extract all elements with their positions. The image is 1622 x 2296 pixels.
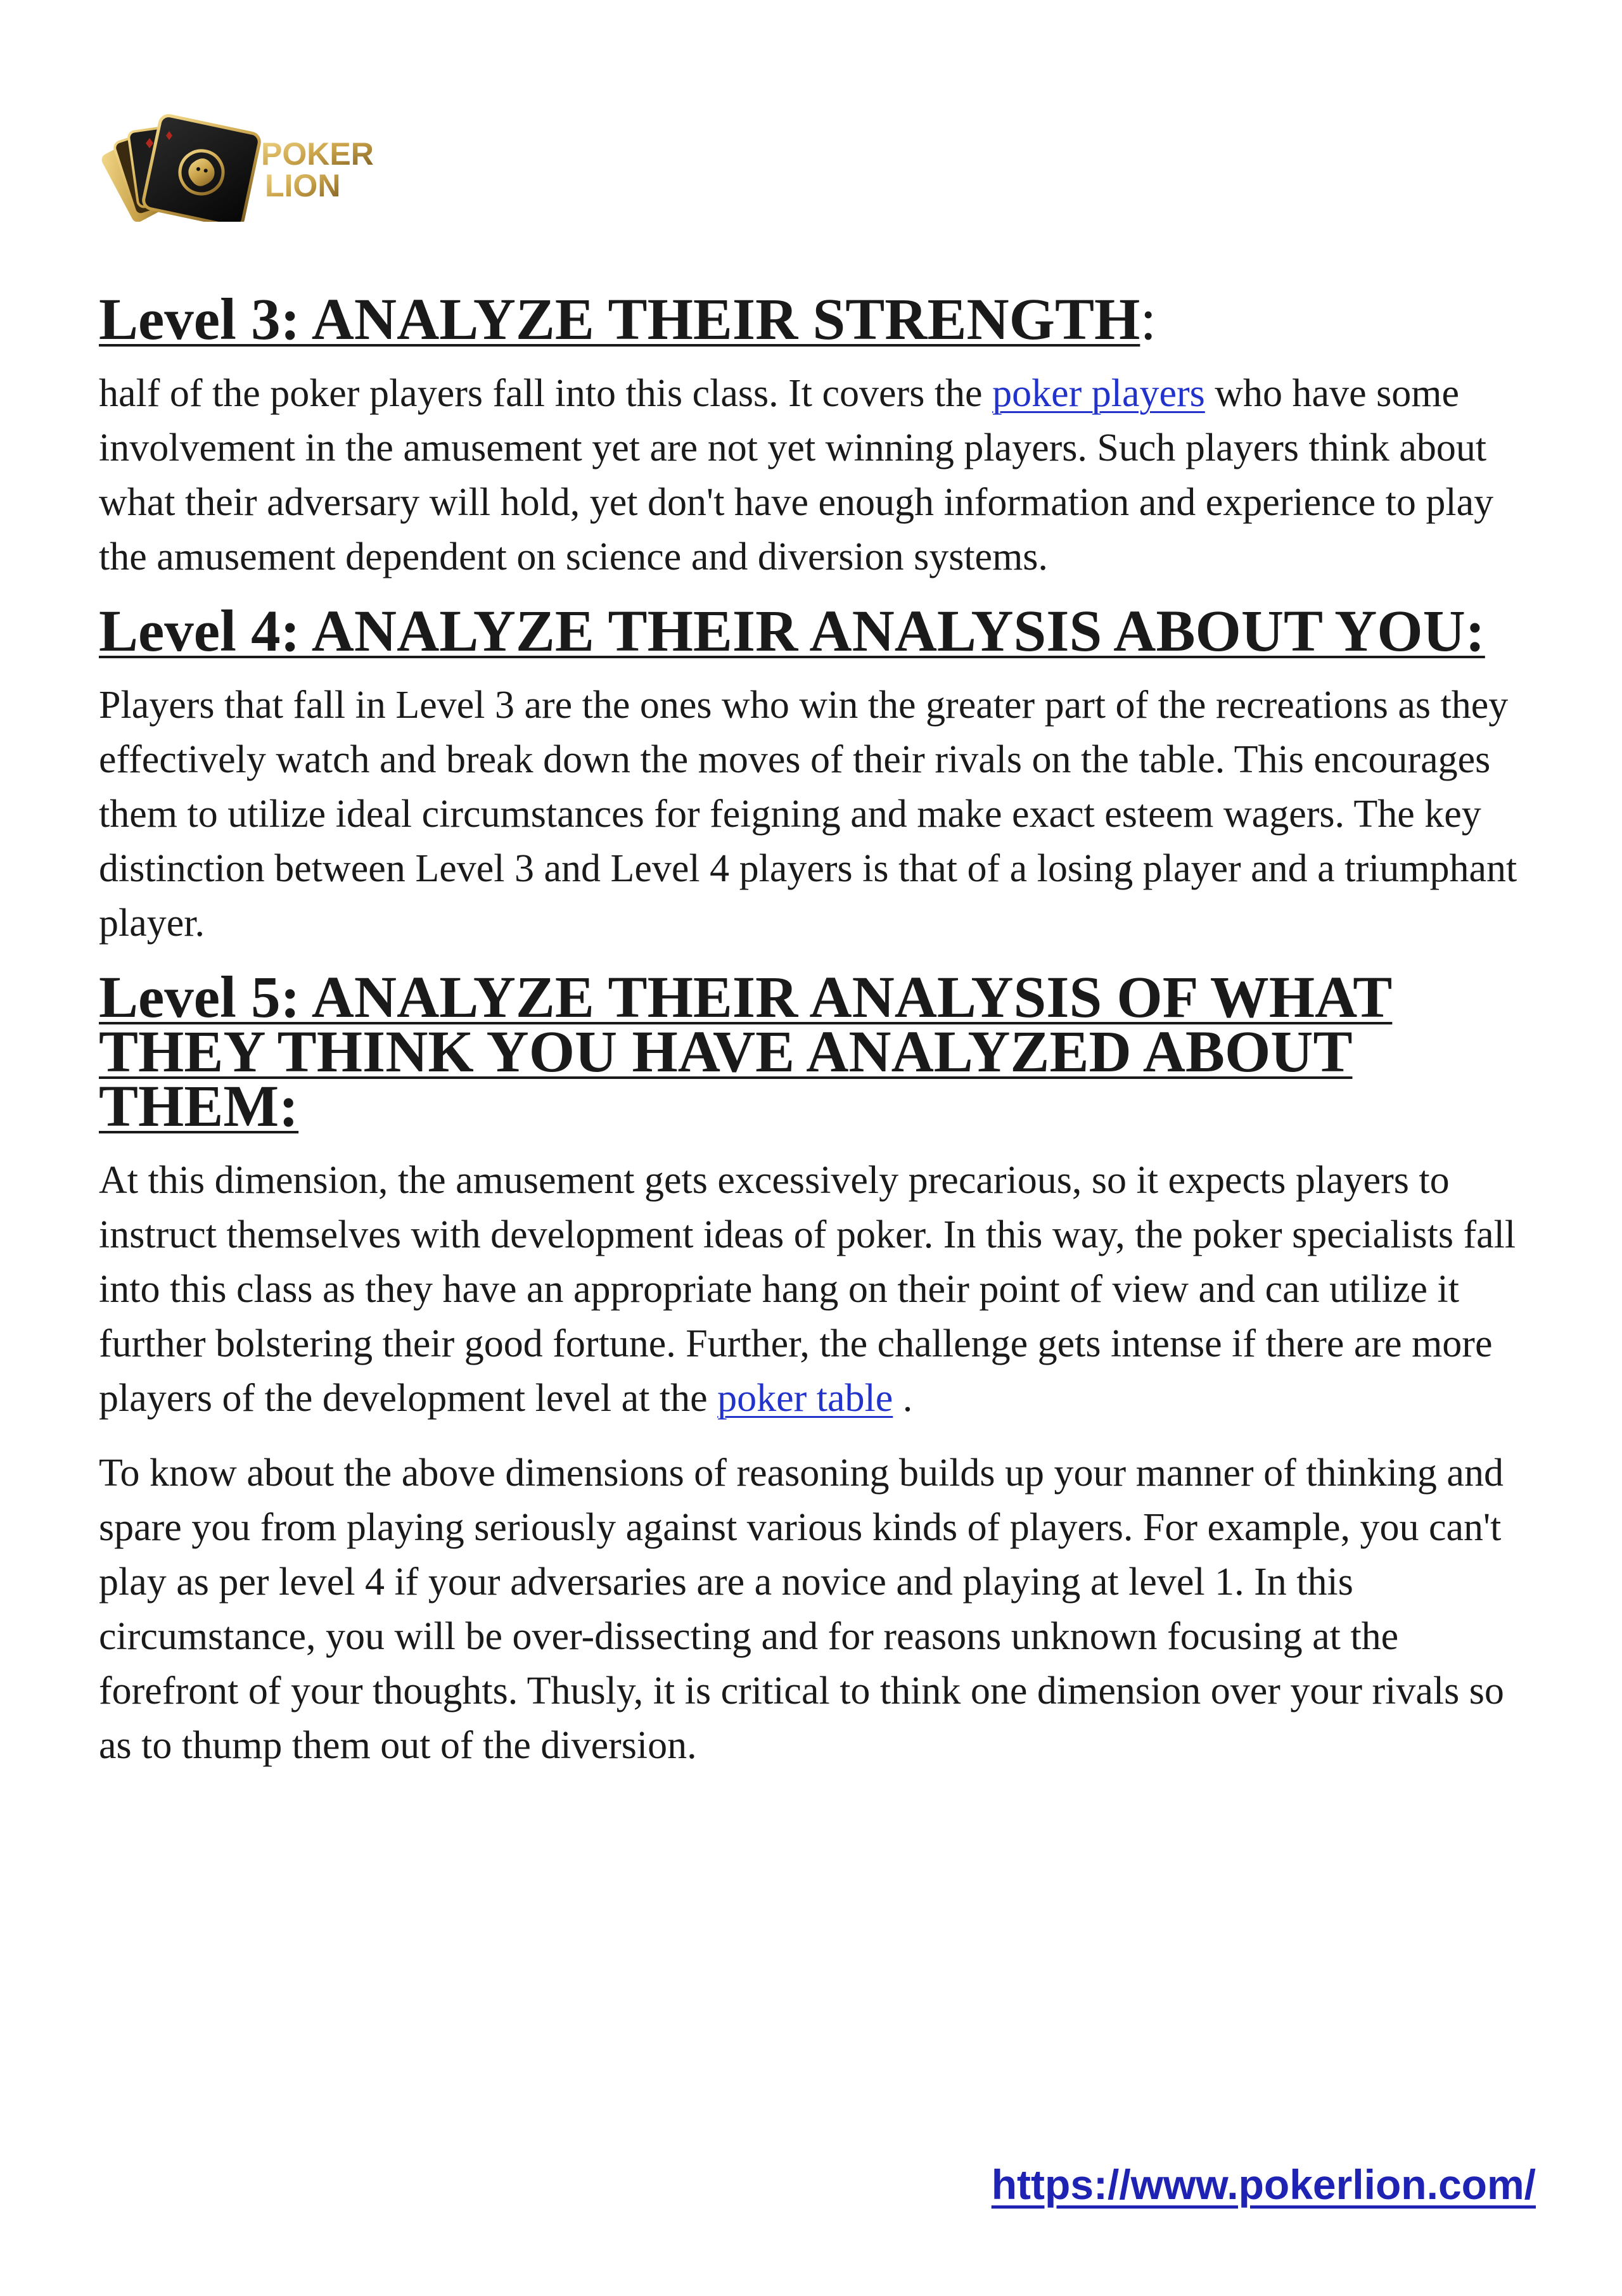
footer-website-link[interactable]: https://www.pokerlion.com/ — [991, 2161, 1536, 2208]
section-level-3 — [99, 287, 1537, 584]
section-paragraph: Players that fall in Level 3 are the ones who win the greater part of the recreations as they effectively watch and break down the moves of their rivals on the table. This encourages them to utilize ideal circumstances for feigning and make exact esteem wagers. The key distinction between Level 3 and Level 4 players is that of a losing player and a triumphant player. — [99, 684, 1517, 945]
section-heading: Level 3: ANALYZE THEIR STRENGTH: — [99, 287, 1157, 352]
logo-word-lion: LION — [265, 168, 341, 203]
section-heading: Level 5: ANALYZE THEIR ANALYSIS OF WHAT THEY THINK YOU HAVE ANALYZED ABOUT THEM: — [99, 965, 1393, 1139]
poker-table-link[interactable]: poker table — [717, 1377, 893, 1420]
document-body — [99, 287, 1537, 1773]
section-heading: Level 4: ANALYZE THEIR ANALYSIS ABOUT YOU: — [99, 599, 1485, 664]
section-level-4 — [99, 599, 1537, 950]
pokerlion-logo[interactable] — [95, 95, 380, 222]
logo-graphic — [95, 95, 380, 222]
section-paragraph: At this dimension, the amusement gets excessively precarious, so it expects players to instruct themselves with development ideas of poker. In this way, the poker specialists fall into this class as they have an appropriate hang on their point of view and can utilize it further bolstering their good fortune. Further, the challenge gets intense if there are more players of the development level at the poker table . — [99, 1159, 1516, 1420]
poker-players-link[interactable]: poker players — [992, 372, 1205, 415]
section-level-5 — [99, 965, 1537, 1425]
logo-word-poker: POKER — [261, 136, 374, 172]
closing-paragraph: To know about the above dimensions of reasoning builds up your manner of thinking and spare you from playing seriously against various kinds of players. For example, you can't play as per level 4 if your adversaries are a novice and playing at level 1. In this circumstance, you will be over-dissecting and for reasons unknown focusing at the forefront of your thoughts. Thusly, it is critical to think one dimension over your rivals so as to thump them out of the diversion. — [99, 1451, 1504, 1767]
section-paragraph: half of the poker players fall into this class. It covers the poker players who have some involvement in the amusement yet are not yet winning players. Such players think about what their adversary will hold, yet don't have enough information and experience to play the amusement dependent on science and diversion systems. — [99, 372, 1494, 578]
